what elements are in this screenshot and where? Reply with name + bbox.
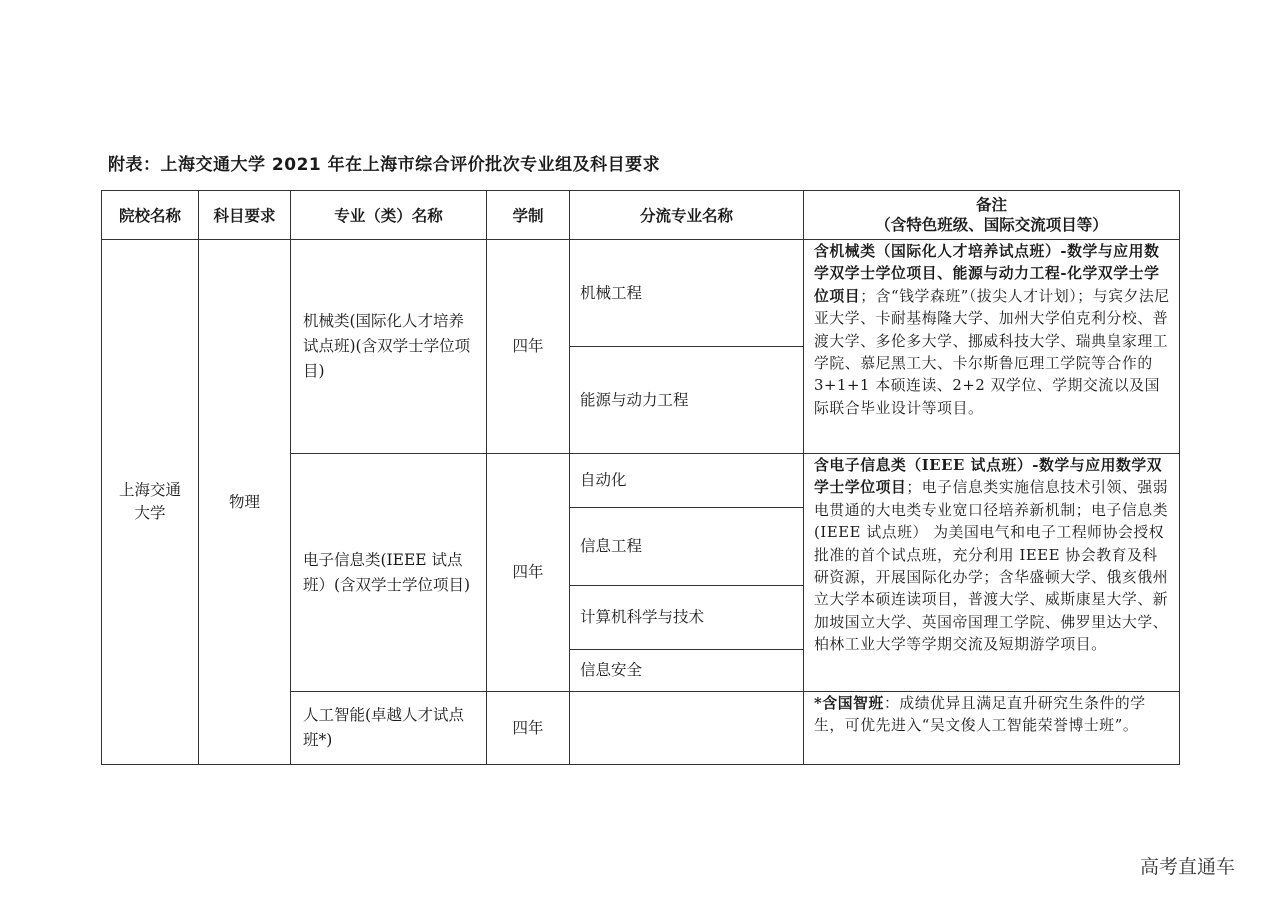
document-title: 附表：上海交通大学 2021 年在上海市综合评价批次专业组及科目要求	[108, 155, 661, 175]
header-sub-major: 分流专业名称	[570, 191, 804, 240]
remark-cell	[804, 692, 1180, 765]
duration-cell: 四年	[487, 692, 570, 765]
header-duration: 学制	[487, 191, 570, 240]
sub-major-cell: 能源与动力工程	[570, 347, 804, 454]
header-remark-line2: （含特色班级、国际交流项目等）	[875, 215, 1108, 234]
school-name-cell: 上海交通大学	[102, 240, 199, 765]
sub-major-cell: 自动化	[570, 454, 804, 508]
duration-cell: 四年	[487, 454, 570, 692]
major-name-cell: 机械类(国际化人才培养试点班)(含双学士学位项目)	[291, 240, 487, 454]
sub-major-cell: 信息工程	[570, 508, 804, 586]
table-row	[102, 240, 1180, 347]
header-major: 专业（类）名称	[291, 191, 487, 240]
sub-major-cell	[570, 692, 804, 765]
watermark-text: 高考直通车	[1140, 856, 1236, 878]
remark-text: ；电子信息类实施信息技术引领、强弱电贯通的大电类专业宽口径培养新机制；电子信息类(IEEE 试点班） 为美国电气和电子工程师协会授权批准的首个试点班，充分利用 IEEE 协会教育及科研资源，开展国际化办学；含华盛顿大学、俄亥俄州立大学本硕连读项目，普渡大学、威斯康星大学、新加坡国立大学、英国帝国理工学院、佛罗里达大学、柏林工业大学等学期交流及短期游学项目。	[814, 479, 1169, 654]
admission-table	[101, 190, 1180, 765]
subject-cell: 物理	[199, 240, 291, 765]
remark-bold-text: 含电子信息类（IEEE 试点班）-数学与应用数学双学士学位项目	[814, 457, 1163, 497]
remark-cell	[804, 454, 1180, 692]
header-school: 院校名称	[102, 191, 199, 240]
remark-text: ：成绩优异且满足直升研究生条件的学生，可优先进入“吴文俊人工智能荣誉博士班”。	[814, 695, 1146, 735]
remark-text: ；含“钱学森班”（拔尖人才计划）；与宾夕法尼亚大学、卡耐基梅隆大学、加州大学伯克利分校、普渡大学、多伦多大学、挪威科技大学、瑞典皇家理工学院、慕尼黑工大、卡尔斯鲁厄理工学院等合作的 3+1+1 本硕连读、2+2 双学位、学期交流以及国际联合毕业设计等项目。	[814, 287, 1170, 417]
table-header-row	[102, 191, 1180, 240]
sub-major-cell: 计算机科学与技术	[570, 586, 804, 650]
remark-bold-text: *含国智班	[814, 695, 884, 712]
remark-cell	[804, 240, 1180, 454]
duration-cell: 四年	[487, 240, 570, 454]
header-remark-line1: 备注	[975, 195, 1007, 214]
major-name-cell: 电子信息类(IEEE 试点班）(含双学士学位项目)	[291, 454, 487, 692]
header-remark	[804, 191, 1180, 240]
header-subject: 科目要求	[199, 191, 291, 240]
sub-major-cell: 信息安全	[570, 650, 804, 692]
major-name-cell: 人工智能(卓越人才试点班*)	[291, 692, 487, 765]
remark-bold-text: 含机械类（国际化人才培养试点班）-数学与应用数学双学士学位项目、能源与动力工程-化学双学士学位项目	[814, 243, 1160, 305]
sub-major-cell: 机械工程	[570, 240, 804, 347]
